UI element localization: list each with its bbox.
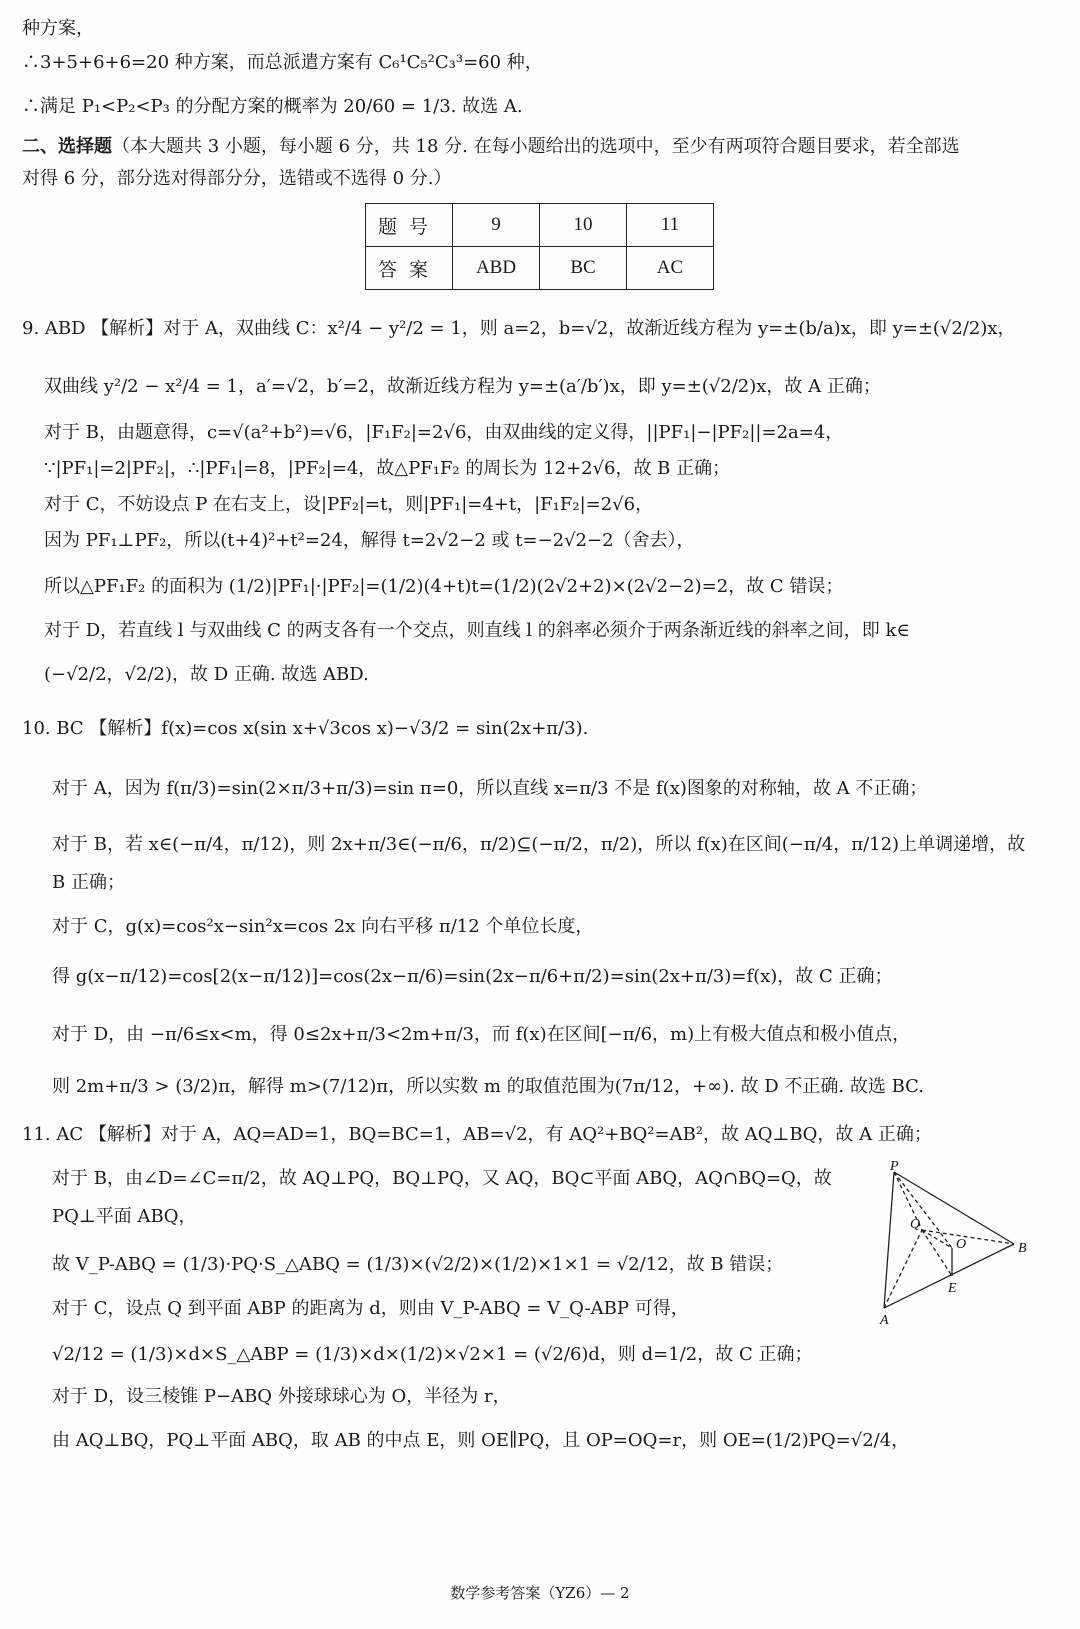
page-footer: 数学参考答案（YZ6）— 2 bbox=[450, 1584, 630, 1602]
section-heading: 二、选择题 bbox=[22, 136, 112, 157]
q9-line: 所以△PF₁F₂ 的面积为 (1/2)|PF₁|·|PF₂|=(1/2)(4+t)t=(1/2)(2√2+2)×(2√2−2)=2，故 C 错误； bbox=[44, 576, 844, 597]
intro-line-3: ∴满足 P₁<P₂<P₃ 的分配方案的概率为 20/60 = 1/3. 故选 A. bbox=[22, 96, 523, 117]
q11-line: PQ⊥平面 ABQ， bbox=[52, 1206, 197, 1227]
q9-line: ∵|PF₁|=2|PF₂|，∴|PF₁|=8，|PF₂|=4，故△PF₁F₂ 的周长为 12+2√6，故 B 正确； bbox=[44, 458, 731, 479]
edge-bq bbox=[922, 1230, 1014, 1244]
q10-line: 对于 D，由 −π/6≤x<m，得 0≤2x+π/3<2m+π/3，而 f(x)在区间[−π/6，m)上有极大值点和极小值点， bbox=[52, 1024, 911, 1045]
q10-line: 则 2m+π/3 > (3/2)π，解得 m>(7/12)π，所以实数 m 的取值范围为(7π/12，+∞). 故 D 不正确. 故选 BC. bbox=[52, 1076, 924, 1097]
q11-line: 对于 B，由∠D=∠C=π/2，故 AQ⊥PQ，BQ⊥PQ，又 AQ，BQ⊂平面 ABQ，AQ∩BQ=Q，故 bbox=[52, 1168, 832, 1189]
intro-line-2: ∴3+5+6+6=20 种方案，而总派遣方案有 C₆¹C₅²C₃³=60 种， bbox=[22, 52, 543, 73]
q9-line: 对于 C，不妨设点 P 在右支上，设|PF₂|=t，则|PF₁|=4+t，|F₁F₂|=2√6， bbox=[44, 494, 654, 515]
answer-table bbox=[365, 203, 714, 290]
table-cell-answer: ABD bbox=[453, 247, 540, 290]
edge-pb bbox=[894, 1172, 1014, 1244]
label-a: A bbox=[880, 1313, 889, 1328]
q9-line: 对于 B，由题意得，c=√(a²+b²)=√6，|F₁F₂|=2√6，由双曲线的定义得，||PF₁|−|PF₂||=2a=4， bbox=[44, 422, 844, 443]
label-p: P bbox=[890, 1159, 899, 1174]
q9-line: 双曲线 y²/2 − x²/4 = 1，a′=√2，b′=2，故渐近线方程为 y=±(a′/b′)x，即 y=±(√2/2)x，故 A 正确； bbox=[44, 376, 881, 397]
q10-line: 对于 C，g(x)=cos²x−sin²x=cos 2x 向右平移 π/12 个单位长度， bbox=[52, 916, 594, 937]
q10-line: 10. BC 【解析】f(x)=cos x(sin x+√3cos x)−√3/2 = sin(2x+π/3). bbox=[22, 718, 589, 739]
q9-line: (−√2/2，√2/2)，故 D 正确. 故选 ABD. bbox=[44, 664, 369, 685]
section-heading-block bbox=[22, 136, 960, 158]
table-cell-answer: AC bbox=[627, 247, 714, 290]
q11-line: √2/12 = (1/3)×d×S_△ABP = (1/3)×d×(1/2)×√2×1 = (√2/6)d，则 d=1/2，故 C 正确； bbox=[52, 1344, 813, 1365]
label-o: O bbox=[956, 1237, 967, 1252]
q9-line: 9. ABD 【解析】对于 A，双曲线 C：x²/4 − y²/2 = 1，则 a=2，b=√2，故渐近线方程为 y=±(b/a)x，即 y=±(√2/2)x， bbox=[22, 318, 1016, 339]
q10-line: 对于 B，若 x∈(−π/4，π/12)，则 2x+π/3∈(−π/6，π/2)⊆(−π/2，π/2)，所以 f(x)在区间(−π/4，π/12)上单调递增，故 bbox=[52, 834, 1026, 855]
table-cell-question: 9 bbox=[453, 204, 540, 247]
pyramid-figure bbox=[880, 1159, 1042, 1328]
answer-table-row-questions bbox=[366, 204, 714, 247]
q11-line: 对于 D，设三棱锥 P−ABQ 外接球球心为 O，半径为 r， bbox=[52, 1386, 511, 1407]
edge-ab bbox=[884, 1244, 1014, 1308]
q9-line: 因为 PF₁⊥PF₂，所以(t+4)²+t²=24，解得 t=2√2−2 或 t=−2√2−2（舍去）， bbox=[44, 530, 695, 551]
q10-line: 对于 A，因为 f(π/3)=sin(2×π/3+π/3)=sin π=0，所以直线 x=π/3 不是 f(x)图象的对称轴，故 A 不正确； bbox=[52, 778, 928, 799]
intro-line-1: 种方案， bbox=[22, 18, 94, 39]
q11-line: 对于 C，设点 Q 到平面 ABP 的距离为 d，则由 V_P-ABQ = V_Q-ABP 可得， bbox=[52, 1298, 689, 1319]
q11-line: 11. AC 【解析】对于 A，AQ=AD=1，BQ=BC=1，AB=√2，有 AQ²+BQ²=AB²，故 AQ⊥BQ，故 A 正确； bbox=[22, 1124, 932, 1145]
label-q: Q bbox=[910, 1217, 921, 1232]
section-desc-2: 对得 6 分，部分选对得部分分，选错或不选得 0 分.） bbox=[22, 168, 452, 189]
table-header-question: 题号 bbox=[366, 204, 453, 247]
q10-line: 得 g(x−π/12)=cos[2(x−π/12)]=cos(2x−π/6)=sin(2x−π/6+π/2)=sin(2x+π/3)=f(x)，故 C 正确； bbox=[52, 966, 893, 987]
edge-qe bbox=[922, 1230, 952, 1276]
edge-aq bbox=[884, 1230, 922, 1308]
q9-line: 对于 D，若直线 l 与双曲线 C 的两支各有一个交点，则直线 l 的斜率必须介于两条渐近线的斜率之间，即 k∈ bbox=[44, 620, 910, 641]
table-cell-question: 11 bbox=[627, 204, 714, 247]
edge-po bbox=[894, 1172, 952, 1248]
q11-line: 由 AQ⊥BQ，PQ⊥平面 ABQ，取 AB 的中点 E，则 OE∥PQ，且 OP=OQ=r，则 OE=(1/2)PQ=√2/4， bbox=[52, 1430, 910, 1451]
q11-line: 故 V_P-ABQ = (1/3)·PQ·S_△ABQ = (1/3)×(√2/2)×(1/2)×1×1 = √2/12，故 B 错误； bbox=[52, 1254, 784, 1275]
answer-table-row-answers bbox=[366, 247, 714, 290]
q10-line: B 正确； bbox=[52, 872, 125, 893]
table-cell-question: 10 bbox=[540, 204, 627, 247]
edge-pa bbox=[884, 1172, 894, 1308]
table-header-answer: 答案 bbox=[366, 247, 453, 290]
section-desc-1: （本大题共 3 小题，每小题 6 分，共 18 分. 在每小题给出的选项中，至少有两项符合题目要求，若全部选 bbox=[112, 136, 960, 157]
table-cell-answer: BC bbox=[540, 247, 627, 290]
label-e: E bbox=[948, 1281, 957, 1296]
label-b: B bbox=[1018, 1241, 1027, 1256]
